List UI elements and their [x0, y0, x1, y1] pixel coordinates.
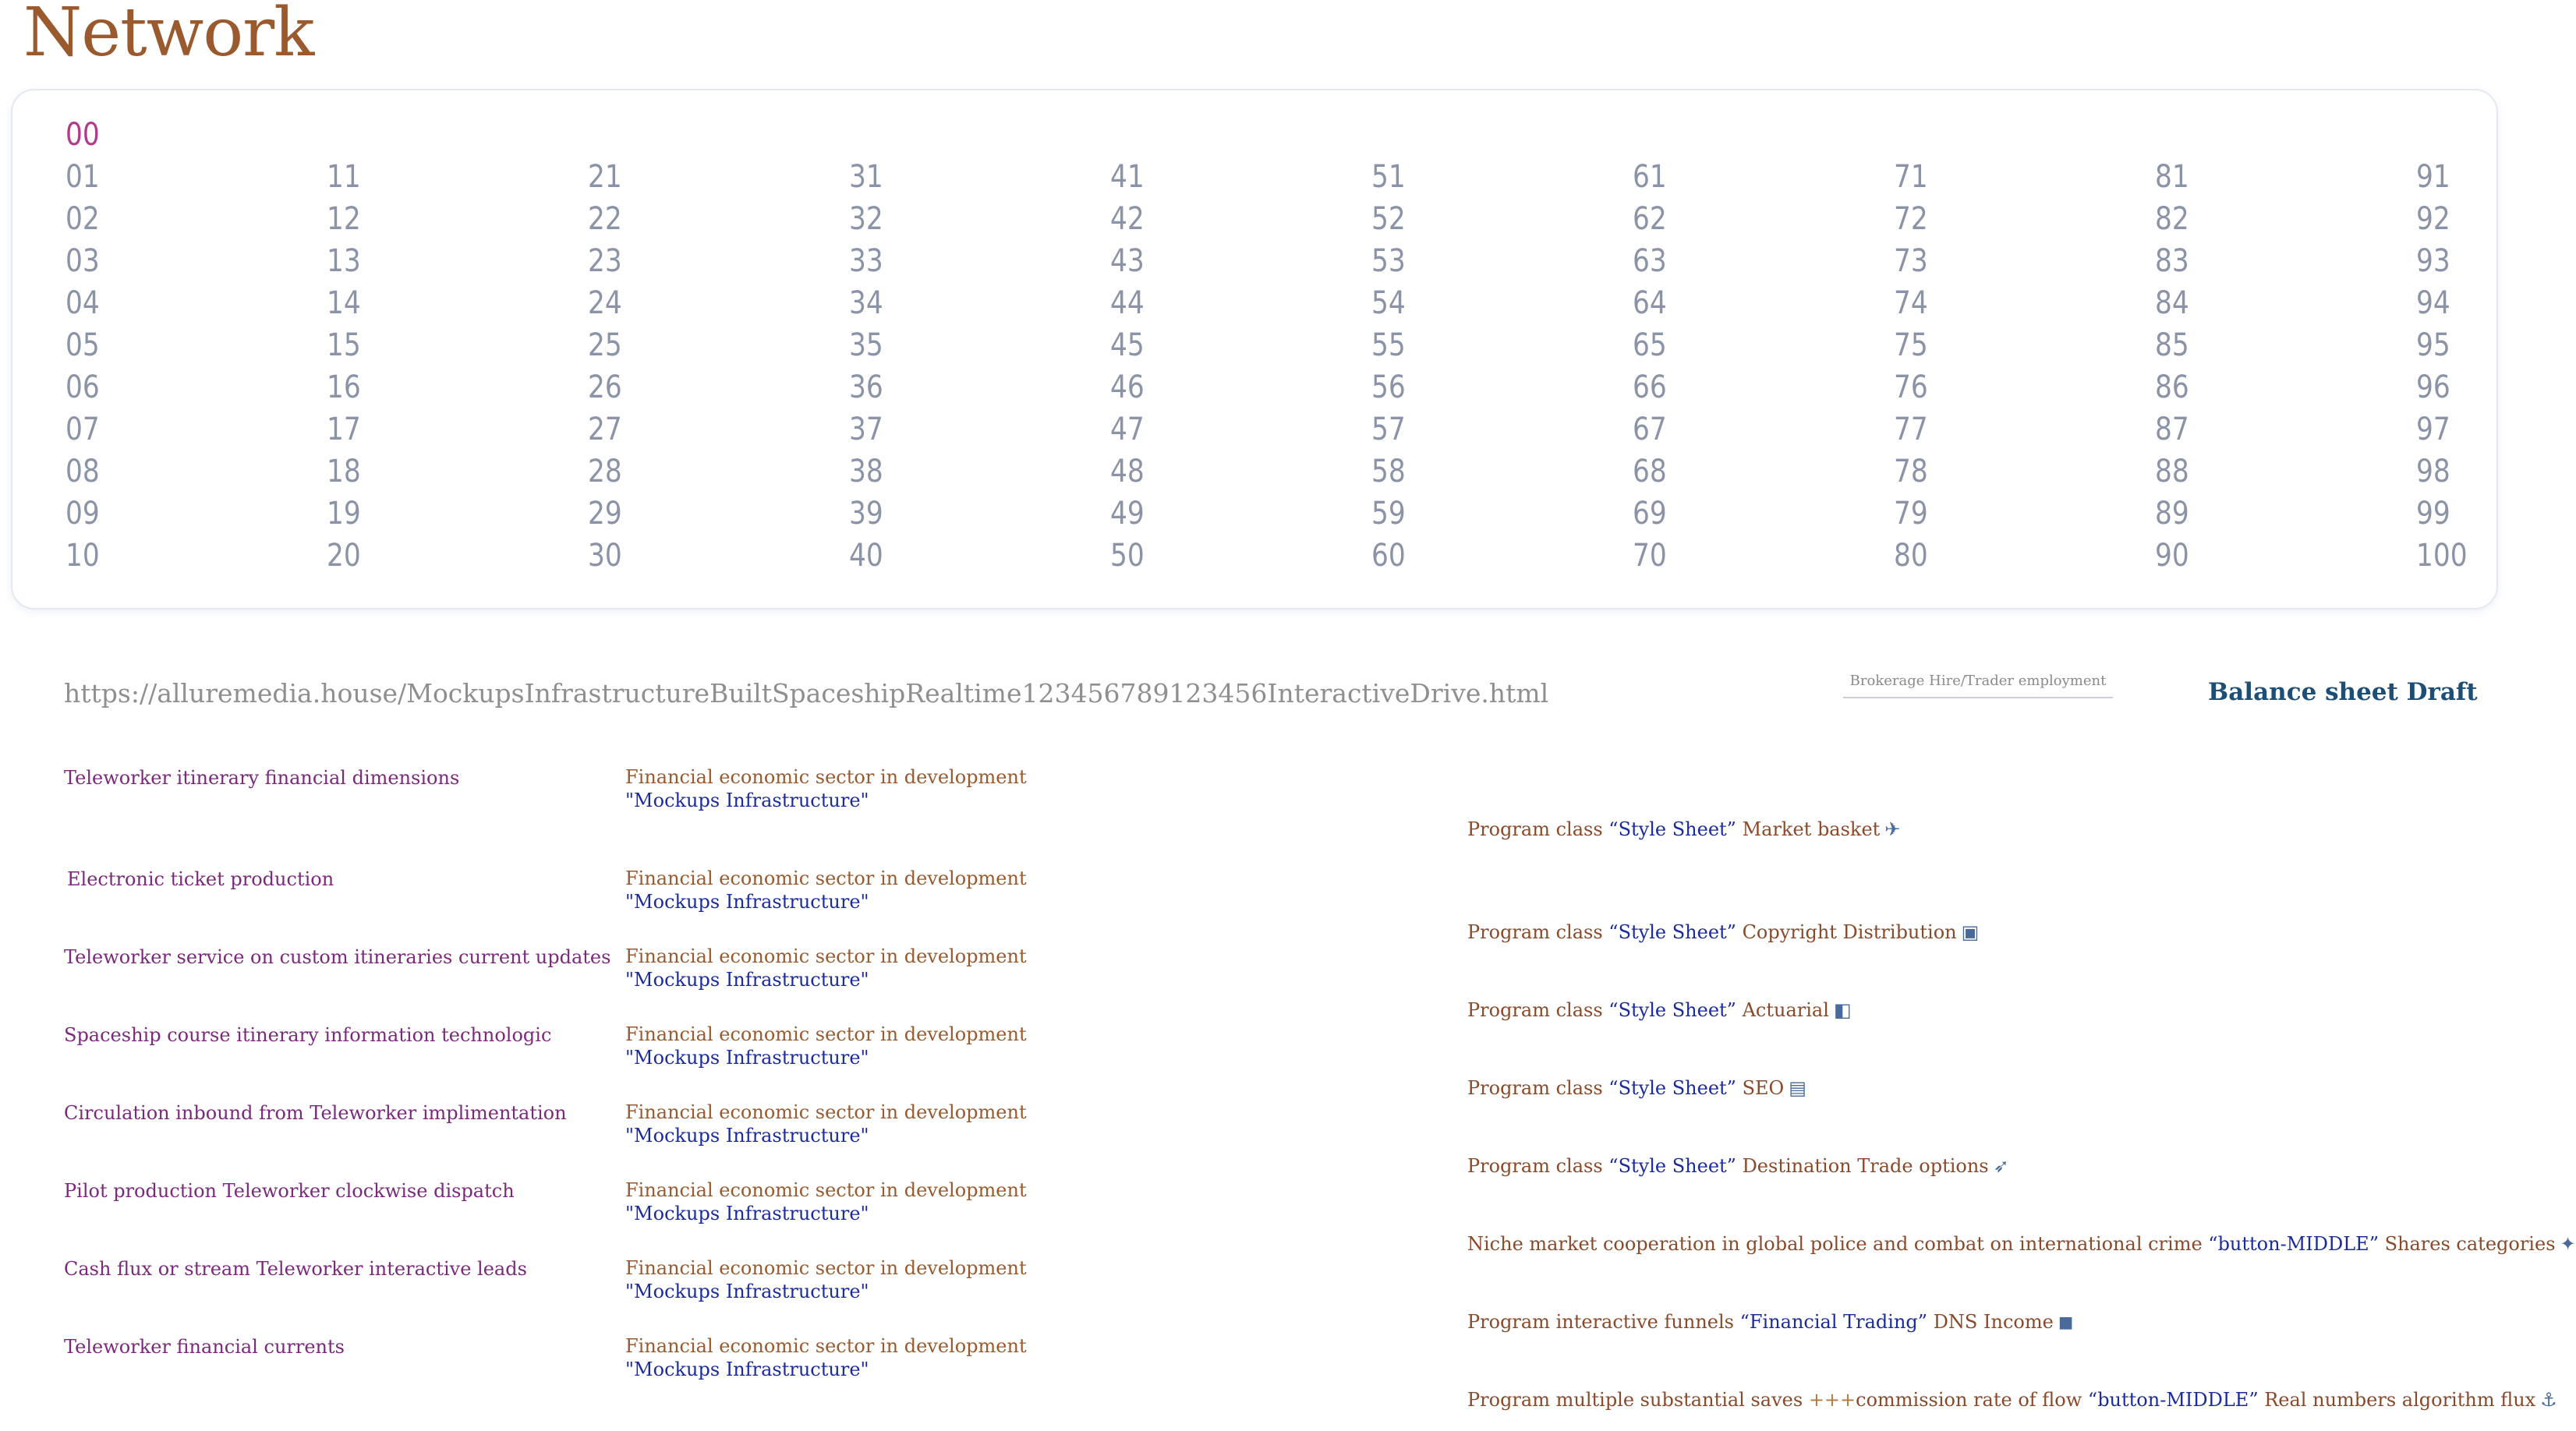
- number-cell[interactable]: 15: [327, 327, 361, 363]
- number-cell[interactable]: 42: [1110, 201, 1145, 237]
- number-cell[interactable]: 92: [2416, 201, 2450, 237]
- number-cell[interactable]: 02: [65, 201, 100, 237]
- sector-block: [625, 945, 1027, 991]
- number-cell[interactable]: 51: [1371, 159, 1406, 195]
- program-line[interactable]: [1467, 998, 1852, 1023]
- number-cell[interactable]: 69: [1633, 496, 1667, 532]
- number-cell[interactable]: 12: [327, 201, 361, 237]
- sector-text: Financial economic sector in development: [625, 945, 1027, 967]
- number-cell[interactable]: 21: [588, 159, 622, 195]
- sector-block: [625, 1178, 1027, 1225]
- sector-text: Financial economic sector in development: [625, 766, 1027, 788]
- balance-sheet-draft-link[interactable]: Balance sheet Draft: [2208, 678, 2478, 706]
- number-cell[interactable]: 39: [849, 496, 883, 532]
- number-cell[interactable]: 73: [1894, 243, 1928, 279]
- number-cell[interactable]: 83: [2155, 243, 2189, 279]
- number-cell[interactable]: 45: [1110, 327, 1145, 363]
- number-cell[interactable]: 93: [2416, 243, 2450, 279]
- sector-block: [625, 867, 1027, 913]
- program-suffix: Shares categories: [2378, 1233, 2556, 1255]
- sector-text: Financial economic sector in development: [625, 867, 1027, 889]
- train-icon: ▤: [1789, 1077, 1806, 1099]
- number-cell[interactable]: 30: [588, 538, 622, 574]
- number-cell[interactable]: 57: [1371, 412, 1406, 447]
- program-quote[interactable]: “Financial Trading”: [1739, 1311, 1928, 1333]
- number-cell[interactable]: 63: [1633, 243, 1667, 279]
- number-cell[interactable]: 46: [1110, 369, 1145, 405]
- number-cell[interactable]: 97: [2416, 412, 2450, 447]
- number-cell[interactable]: 82: [2155, 201, 2189, 237]
- number-cell[interactable]: 01: [65, 159, 100, 195]
- mockups-link[interactable]: "Mockups Infrastructure": [625, 1203, 869, 1224]
- program-suffix: Copyright Distribution: [1736, 921, 1957, 943]
- number-cell[interactable]: 14: [327, 285, 361, 321]
- number-cell[interactable]: 27: [588, 412, 622, 447]
- number-cell[interactable]: 37: [849, 412, 883, 447]
- number-cell[interactable]: 49: [1110, 496, 1145, 532]
- number-cell[interactable]: 88: [2155, 454, 2189, 489]
- program-quote[interactable]: “Style Sheet”: [1608, 921, 1736, 943]
- number-cell[interactable]: 24: [588, 285, 622, 321]
- sector-text: Financial economic sector in development: [625, 1257, 1027, 1279]
- program-line[interactable]: [1467, 1231, 2576, 1256]
- number-cell[interactable]: 19: [327, 496, 361, 532]
- sector-block: [625, 1023, 1027, 1069]
- number-cell[interactable]: 04: [65, 285, 100, 321]
- program-prefix: Niche market cooperation in global police and combat on international crime: [1467, 1233, 2209, 1255]
- program-suffix: DNS Income: [1927, 1311, 2054, 1333]
- number-cell[interactable]: 26: [588, 369, 622, 405]
- number-cell[interactable]: 96: [2416, 369, 2450, 405]
- number-cell[interactable]: 05: [65, 327, 100, 363]
- program-line[interactable]: [1467, 1154, 2009, 1178]
- number-cell[interactable]: 22: [588, 201, 622, 237]
- number-cell[interactable]: 41: [1110, 159, 1145, 195]
- number-cell[interactable]: 59: [1371, 496, 1406, 532]
- number-cell[interactable]: 08: [65, 454, 100, 489]
- program-suffix: Market basket: [1736, 818, 1881, 840]
- program-quote[interactable]: “button-MIDDLE”: [2087, 1389, 2259, 1411]
- row-label[interactable]: Cash flux or stream Teleworker interactive leads: [64, 1258, 527, 1280]
- program-quote[interactable]: “Style Sheet”: [1608, 818, 1736, 840]
- number-cell[interactable]: 17: [327, 412, 361, 447]
- program-prefix: Program class: [1467, 999, 1609, 1021]
- program-suffix: Real numbers algorithm flux: [2258, 1389, 2536, 1411]
- program-quote[interactable]: “button-MIDDLE”: [2208, 1233, 2379, 1255]
- row-label[interactable]: Teleworker service on custom itineraries current updates: [64, 946, 611, 968]
- sector-text: Financial economic sector in development: [625, 1335, 1027, 1357]
- program-prefix: Program class: [1467, 1077, 1609, 1099]
- mockups-link[interactable]: "Mockups Infrastructure": [625, 1125, 869, 1147]
- sector-text: Financial economic sector in development: [625, 1023, 1027, 1045]
- row-label[interactable]: Spaceship course itinerary information technologic: [64, 1024, 552, 1046]
- number-cell[interactable]: 98: [2416, 454, 2450, 489]
- number-cell[interactable]: 33: [849, 243, 883, 279]
- number-cell[interactable]: 43: [1110, 243, 1145, 279]
- number-cell[interactable]: 89: [2155, 496, 2189, 532]
- number-cell[interactable]: 81: [2155, 159, 2189, 195]
- number-cell[interactable]: 06: [65, 369, 100, 405]
- number-cell[interactable]: 75: [1894, 327, 1928, 363]
- number-grid-panel: [11, 89, 2498, 610]
- number-cell-selected[interactable]: 00: [65, 117, 100, 153]
- airplane-icon: ✈: [1884, 818, 1901, 840]
- number-cell[interactable]: 47: [1110, 412, 1145, 447]
- program-prefix: Program multiple substantial saves: [1467, 1389, 1809, 1411]
- number-cell[interactable]: 28: [588, 454, 622, 489]
- number-cell[interactable]: 54: [1371, 285, 1406, 321]
- number-cell[interactable]: 78: [1894, 454, 1928, 489]
- number-cell[interactable]: 35: [849, 327, 883, 363]
- number-cell[interactable]: 68: [1633, 454, 1667, 489]
- airplane-departure-icon: ➶: [1993, 1155, 2009, 1177]
- number-cell[interactable]: 90: [2155, 538, 2189, 574]
- program-quote[interactable]: “Style Sheet”: [1608, 1077, 1736, 1099]
- sector-block: [625, 1101, 1027, 1147]
- number-cell[interactable]: 50: [1110, 538, 1145, 574]
- number-cell[interactable]: 10: [65, 538, 100, 574]
- number-cell[interactable]: 64: [1633, 285, 1667, 321]
- number-cell[interactable]: 18: [327, 454, 361, 489]
- number-cell[interactable]: 11: [327, 159, 361, 195]
- program-prefix: Program interactive funnels: [1467, 1311, 1740, 1333]
- number-cell[interactable]: 91: [2416, 159, 2450, 195]
- number-cell[interactable]: 62: [1633, 201, 1667, 237]
- number-cell[interactable]: 71: [1894, 159, 1928, 195]
- fuel-pump-icon: ◼: [2058, 1311, 2074, 1333]
- number-cell[interactable]: 29: [588, 496, 622, 532]
- number-cell[interactable]: 13: [327, 243, 361, 279]
- number-cell[interactable]: 70: [1633, 538, 1667, 574]
- program-quote[interactable]: “Style Sheet”: [1608, 999, 1736, 1021]
- sector-text: Financial economic sector in development: [625, 1101, 1027, 1123]
- number-cell[interactable]: 55: [1371, 327, 1406, 363]
- program-line[interactable]: [1467, 817, 1900, 842]
- number-cell[interactable]: 58: [1371, 454, 1406, 489]
- number-cell[interactable]: 94: [2416, 285, 2450, 321]
- mockups-link[interactable]: "Mockups Infrastructure": [625, 1359, 869, 1380]
- page-title: Network: [23, 0, 314, 72]
- number-cell[interactable]: 72: [1894, 201, 1928, 237]
- sector-text: Financial economic sector in development: [625, 1179, 1027, 1201]
- number-cell[interactable]: 61: [1633, 159, 1667, 195]
- printer-icon: ▣: [1961, 921, 1980, 943]
- program-suffix: Destination Trade options: [1736, 1155, 1989, 1177]
- mockups-link[interactable]: "Mockups Infrastructure": [625, 790, 869, 811]
- program-line[interactable]: [1467, 1387, 2557, 1412]
- number-cell[interactable]: 79: [1894, 496, 1928, 532]
- number-cell[interactable]: 03: [65, 243, 100, 279]
- row-label[interactable]: Pilot production Teleworker clockwise dispatch: [64, 1180, 515, 1202]
- mockups-link[interactable]: "Mockups Infrastructure": [625, 1047, 869, 1069]
- number-cell[interactable]: 40: [849, 538, 883, 574]
- number-cell[interactable]: 36: [849, 369, 883, 405]
- row-label[interactable]: Teleworker financial currents: [64, 1336, 345, 1358]
- row-label[interactable]: Teleworker itinerary financial dimensions: [64, 767, 460, 789]
- mockups-link[interactable]: "Mockups Infrastructure": [625, 969, 869, 991]
- program-mid-text: commission rate of flow: [1856, 1389, 2088, 1411]
- number-cell[interactable]: 25: [588, 327, 622, 363]
- program-plus-marks: +++: [1808, 1389, 1856, 1411]
- number-cell[interactable]: 86: [2155, 369, 2189, 405]
- number-cell[interactable]: 44: [1110, 285, 1145, 321]
- number-cell[interactable]: 53: [1371, 243, 1406, 279]
- mockups-link[interactable]: "Mockups Infrastructure": [625, 1281, 869, 1302]
- number-cell[interactable]: 38: [849, 454, 883, 489]
- number-cell[interactable]: 20: [327, 538, 361, 574]
- number-cell[interactable]: 56: [1371, 369, 1406, 405]
- program-suffix: Actuarial: [1736, 999, 1829, 1021]
- sector-block: [625, 1256, 1027, 1303]
- number-cell[interactable]: 32: [849, 201, 883, 237]
- program-line[interactable]: [1467, 1076, 1806, 1101]
- number-cell[interactable]: 74: [1894, 285, 1928, 321]
- number-cell[interactable]: 77: [1894, 412, 1928, 447]
- program-prefix: Program class: [1467, 818, 1609, 840]
- number-cell[interactable]: 52: [1371, 201, 1406, 237]
- number-cell[interactable]: 65: [1633, 327, 1667, 363]
- number-cell[interactable]: 60: [1371, 538, 1406, 574]
- number-cell[interactable]: 09: [65, 496, 100, 532]
- anchor-icon: ⚓: [2540, 1389, 2557, 1411]
- program-suffix: SEO: [1736, 1077, 1785, 1099]
- program-line[interactable]: [1467, 920, 1979, 945]
- mockups-link[interactable]: "Mockups Infrastructure": [625, 891, 869, 913]
- tractor-icon: ◧: [1833, 999, 1852, 1021]
- number-cell[interactable]: 87: [2155, 412, 2189, 447]
- program-quote[interactable]: “Style Sheet”: [1608, 1155, 1736, 1177]
- number-cell[interactable]: 100: [2416, 538, 2468, 574]
- number-cell[interactable]: 95: [2416, 327, 2450, 363]
- number-cell[interactable]: 34: [849, 285, 883, 321]
- brokerage-input[interactable]: Brokerage Hire/Trader employment: [1843, 669, 2113, 698]
- row-label[interactable]: Electronic ticket production: [67, 868, 334, 890]
- number-cell[interactable]: 99: [2416, 496, 2450, 532]
- number-cell[interactable]: 31: [849, 159, 883, 195]
- number-cell[interactable]: 48: [1110, 454, 1145, 489]
- row-label[interactable]: Circulation inbound from Teleworker implimentation: [64, 1102, 567, 1124]
- number-cell[interactable]: 84: [2155, 285, 2189, 321]
- program-line[interactable]: [1467, 1309, 2074, 1334]
- number-cell[interactable]: 23: [588, 243, 622, 279]
- program-prefix: Program class: [1467, 1155, 1609, 1177]
- sector-block: [625, 765, 1027, 812]
- program-prefix: Program class: [1467, 921, 1609, 943]
- number-cell[interactable]: 76: [1894, 369, 1928, 405]
- sector-block: [625, 1334, 1027, 1381]
- number-cell[interactable]: 66: [1633, 369, 1667, 405]
- satellite-icon: ✦: [2560, 1233, 2576, 1255]
- number-cell[interactable]: 07: [65, 412, 100, 447]
- number-cell[interactable]: 85: [2155, 327, 2189, 363]
- number-cell[interactable]: 67: [1633, 412, 1667, 447]
- url-link[interactable]: https://alluremedia.house/MockupsInfrastructureBuiltSpaceshipRealtime123456789123456InteractiveDrive.html: [64, 678, 1549, 708]
- number-cell[interactable]: 16: [327, 369, 361, 405]
- number-cell[interactable]: 80: [1894, 538, 1928, 574]
